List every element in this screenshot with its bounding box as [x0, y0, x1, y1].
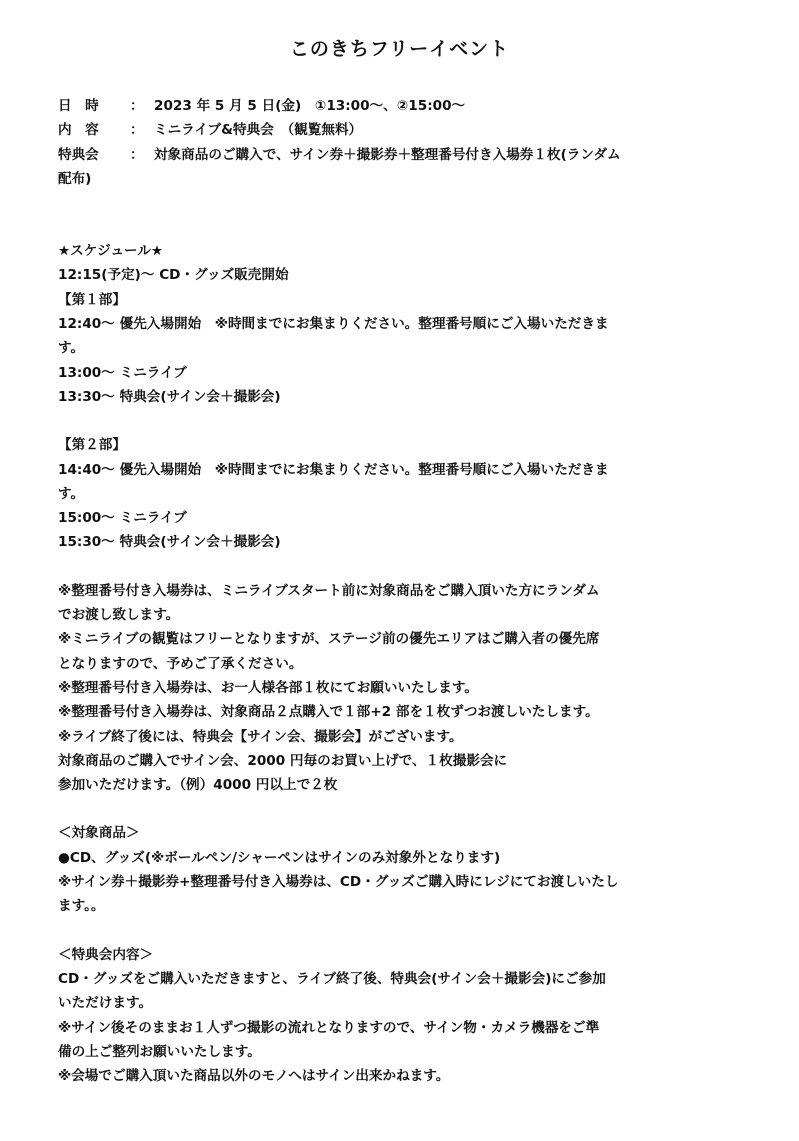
- note-line: ※ライブ終了後には、特典会【サイン会、撮影会】がございます。: [58, 728, 463, 745]
- part2-line: 15:30～ 特典会(サイン会＋撮影会): [58, 534, 281, 551]
- bonus-value-cont: 配布): [58, 170, 92, 187]
- note-line: ※整理番号付き入場券は、ミニライブスタート前に対象商品をご購入頂いた方にランダム: [58, 582, 600, 599]
- event-line: ※サイン後そのままお１人ずつ撮影の流れとなりますので、サイン物・カメラ機器をご準: [58, 1019, 600, 1036]
- colon: ：: [130, 98, 144, 114]
- event-heading: ＜特典会内容＞: [58, 946, 154, 963]
- schedule-heading: ★スケジュール★: [58, 243, 164, 260]
- content-value: ミニライブ&特典会 （観覧無料）: [154, 122, 363, 139]
- note-line: 対象商品のご購入でサイン会、2000 円毎のお買い上げで、１枚撮影会に: [58, 752, 508, 769]
- event-line: ※会場でご購入頂いた商品以外のモノへはサイン出来かねます。: [58, 1068, 450, 1085]
- page-title: このきちフリーイベント: [289, 38, 510, 60]
- target-line: ます。。: [58, 898, 105, 915]
- part1-heading: 【第１部】: [58, 291, 126, 308]
- info-content-row: [58, 118, 748, 142]
- event-line: 備の上ご整列お願いいたします。: [58, 1043, 261, 1060]
- colon: ：: [130, 122, 144, 139]
- part2-heading: 【第２部】: [58, 437, 126, 454]
- document-body: [58, 94, 748, 1088]
- note-line: ※整理番号付き入場券は、対象商品２点購入で１部+2 部を１枚ずつお渡しいたします。: [58, 704, 599, 721]
- target-line: ●CD、グッズ(※ボールペン/シャーペンはサインのみ対象外となります): [58, 849, 501, 866]
- note-line: となりますので、予めご了承ください。: [58, 655, 303, 672]
- info-date-row: [58, 94, 748, 118]
- part2-line: 14:40～ 優先入場開始 ※時間までにお集まりください。整理番号順にご入場いただきま: [58, 461, 609, 478]
- content-label: 内 容: [58, 122, 99, 139]
- target-line: ※サイン券＋撮影券+整理番号付き入場券は、CD・グッズご購入時にレジにてお渡しいたし: [58, 874, 619, 891]
- event-line: CD・グッズをご購入いただきますと、ライブ終了後、特典会(サイン会＋撮影会)にご参加: [58, 970, 606, 987]
- part2-line: す。: [58, 485, 85, 502]
- note-line: 参加いただけます。（例）4000 円以上で２枚: [58, 777, 338, 794]
- date-label: 日 時: [58, 98, 99, 114]
- note-line: でお渡し致します。: [58, 607, 180, 624]
- bonus-label: 特典会: [58, 146, 99, 163]
- date-value: 2023 年 5 月 5 日(金) ①13:00～、②15:00～: [154, 98, 466, 114]
- part1-line: 12:40～ 優先入場開始 ※時間までにお集まりください。整理番号順にご入場いただきま: [58, 316, 609, 333]
- part2-line: 15:00～ ミニライブ: [58, 510, 187, 527]
- part1-line: す。: [58, 340, 85, 357]
- event-line: いただけます。: [58, 995, 153, 1012]
- colon: ：: [130, 146, 144, 163]
- part1-line: 13:30～ 特典会(サイン会＋撮影会): [58, 388, 281, 405]
- bonus-value: 対象商品のご購入で、サイン券＋撮影券＋整理番号付き入場券１枚(ランダム: [154, 146, 621, 163]
- part1-line: 13:00～ ミニライブ: [58, 364, 187, 381]
- target-heading: ＜対象商品＞: [58, 825, 140, 842]
- info-bonus-row: [58, 143, 748, 167]
- note-line: ※ミニライブの観覧はフリーとなりますが、ステージ前の優先エリアはご購入者の優先席: [58, 631, 600, 648]
- schedule-sales: 12:15(予定)～ CD・グッズ販売開始: [58, 267, 289, 284]
- note-line: ※整理番号付き入場券は、お一人様各部１枚にてお願いいたします。: [58, 679, 478, 696]
